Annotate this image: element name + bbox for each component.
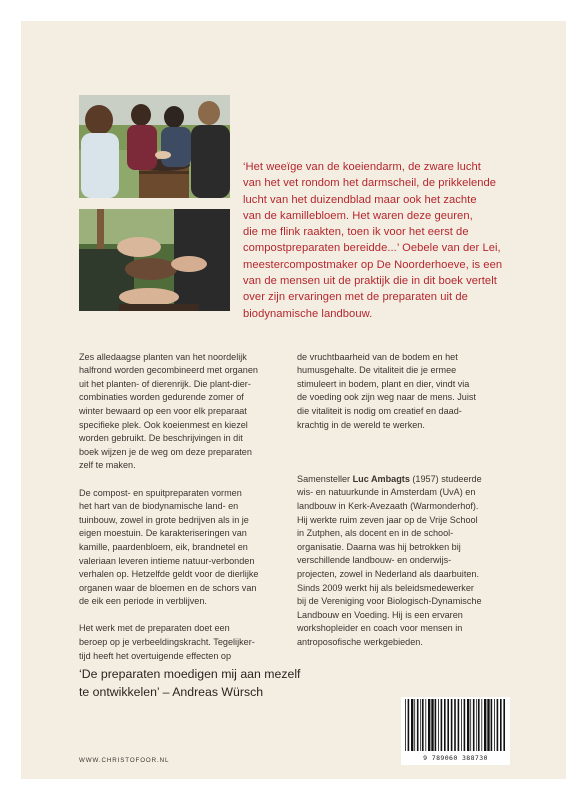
endorsement-quote: ‘De preparaten moedigen mij aan mezelf te ontwikkelen’ – Andreas Würsch [79,667,301,699]
barcode-bars [401,697,510,753]
bio-text: (1957) studeerde wis- en natuurkunde in Amsterdam (UvA) en landbouw in Kerk-Avezaath (Warmonderhof). Hij werkte ruim zeven jaar op de Vrije School in Zutphen, als docent en in de school- organisatie. Daarna was hij betrokken bij verschillende landbouw- en onderwijs- projecten, zowel in Nederland als daarbuiten. Sinds 2009 werkt hij als beleidsmedewerker bij de Vereniging voor Biologisch-Dynamische Landbouw en Voeding. Hij is een ervaren workshopleider en coach voor mensen in antroposofische werkgebieden. [297,473,482,647]
author-name: Luc Ambagts [352,473,410,484]
paragraph-imagination: Het werk met de preparaten doet een beroep op je verbeeldingskracht. Tegelijker- tijd heeft het overtuigende effecten op [79,623,255,661]
paragraph-preparations: De compost- en spuitpreparaten vormen het hart van de biodynamische land- en tuinbouw, zowel in grote bedrijven als in je eigen moestuin. De karakteriseringen van kamille, paardenbloem, eik, brandnetel en valeriaan leveren intieme natuur-verbonden verhalen op. Hetzelfde geldt voor de dierlijke organen waar de bloemen en de schors van de eik een periode in verblijven. [79,487,259,607]
isbn-number: 9 789060 388730 [401,754,510,762]
featured-quote: ‘Het weeïge van de koeiendarm, de zware lucht van het vet rondom het darmscheil, de prikkelende lucht van het duizendblad maar ook het zachte van de kamillebloem. Het waren deze geuren, die me flink raakten, toen ik voor het eerst de compostpreparaten bereidde...’ Oebele van der Lei, meestercompostmaker op De Noorderhoeve, is een van de mensen uit de praktijk die in dit boek vertelt over zijn ervaringen met de preparaten uit de biodynamische landbouw. [243,161,503,320]
bio-prefix: Samensteller [297,473,353,484]
body-text-right-column [297,337,525,663]
photo-hands-preparations [79,209,230,311]
body-text-left-column [79,337,307,677]
photo-people-around-barrel [79,95,230,198]
author-bio [297,473,525,650]
publisher-website: WWW.CHRISTOFOOR.NL [79,757,170,764]
paragraph-plants: Zes alledaagse planten van het noordelijk halfrond worden gecombineerd met organen uit het planten- of dierenrijk. Die plant-dier- combinaties worden gedurende zomer of winter bewaard op een voor elk preparaat specifieke plek. Ook koeienmest en kiezel worden gebruikt. De beschrijvingen in dit boek wijzen je de weg om deze preparaten zelf te maken. [79,351,258,471]
paragraph-vitality: de vruchtbaarheid van de bodem en het humusgehalte. De vitaliteit die je ermee stimuleert in bodem, plant en dier, vindt via de voeding ook zijn weg naar de mens. Juist die vitaliteit is nodig om creatief en daad- krachtig in de wereld te werken. [297,351,476,430]
